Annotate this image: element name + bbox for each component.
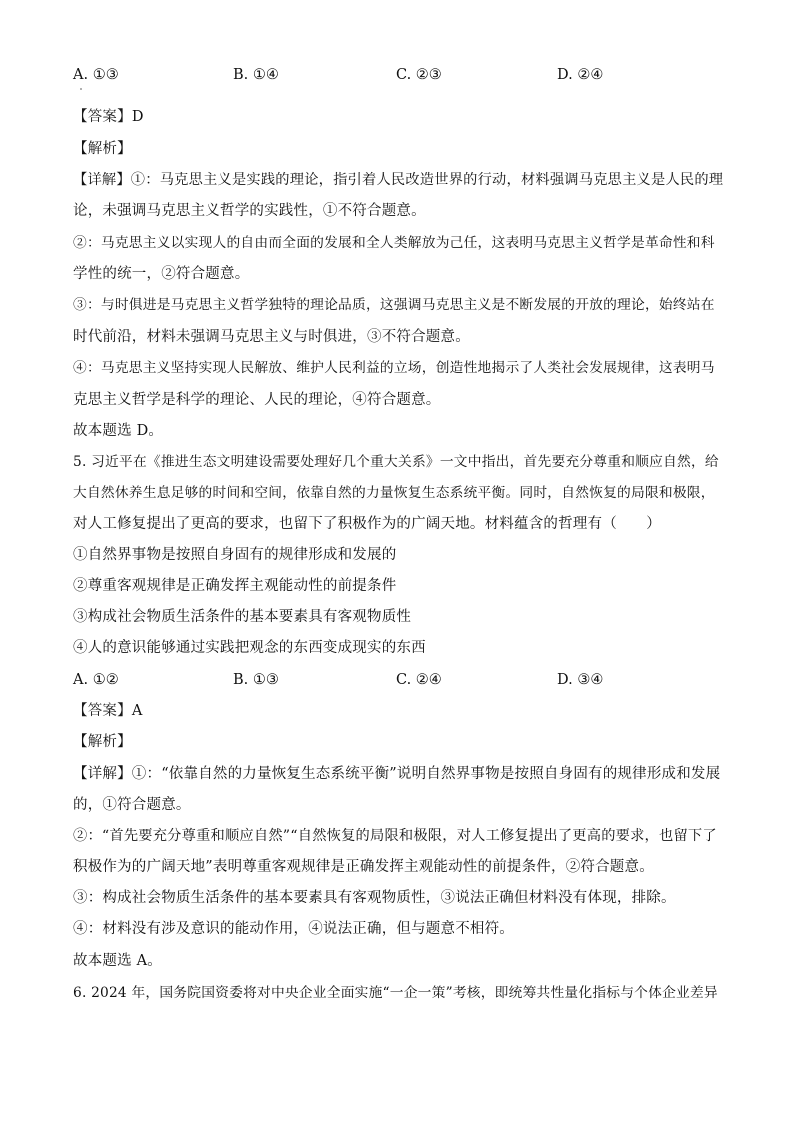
q5-stem-line: 对人工修复提出了更高的要求，也留下了积极作为的广阔天地。材料蕴含的哲理有（ ）	[73, 516, 661, 532]
q4-detail-line: ④：马克思主义坚持实现人民解放、维护人民利益的立场，创造性地揭示了人类社会发展规律，这表明马	[73, 360, 715, 376]
q4-detail-line: 论，未强调马克思主义哲学的实践性，①不符合题意。	[73, 203, 426, 219]
q5-statement-3: ③构成社会物质生活条件的基本要素具有客观物质性	[73, 609, 412, 625]
stray-dot	[80, 88, 82, 90]
q4-detail-line: ③：与时俱进是马克思主义哲学独特的理论品质，这强调马克思主义是不断发展的开放的理论，始终站在	[73, 297, 715, 313]
q5-detail-line: 积极作为的广阔天地”表明尊重客观规律是正确发挥主观能动性的前提条件，②符合题意。	[73, 859, 654, 875]
q4-options	[73, 65, 723, 85]
q5-option-a: A. ①②	[73, 672, 119, 688]
q4-analysis-label: 【解析】	[73, 141, 132, 157]
q5-answer	[73, 701, 723, 721]
q5-stem-line: 5. 习近平在《推进生态文明建设需要处理好几个重大关系》一文中指出，首先要充分尊重和顺应自然，给	[73, 454, 719, 470]
q4-detail-line: ②：马克思主义以实现人的自由而全面的发展和全人类解放为己任，这表明马克思主义哲学是革命性和科	[73, 235, 715, 251]
q6-stem-line: 6. 2024 年，国务院国资委将对中央企业全面实施“一企一策”考核，即统筹共性量化指标与个体企业差异	[73, 985, 718, 1001]
q5-stem-line: 大自然休养生息足够的时间和空间，依靠自然的力量恢复生态系统平衡。同时，自然恢复的局限和极限，	[73, 485, 715, 501]
q5-option-d: D. ③④	[557, 672, 604, 688]
q5-options	[73, 670, 723, 690]
q4-option-d: D. ②④	[557, 67, 604, 83]
q4-option-c: C. ②③	[396, 67, 442, 83]
q4-answer-label: 【答案】	[73, 109, 132, 125]
q4-conclusion: 故本题选 D。	[73, 423, 164, 439]
q4-answer-value: D	[131, 109, 144, 125]
q5-analysis-label: 【解析】	[73, 734, 132, 750]
q5-detail-line: 【详解】①：“依靠自然的力量恢复生态系统平衡”说明自然界事物是按照自身固有的规律形成和发展	[73, 766, 721, 782]
q5-statement-1: ①自然界事物是按照自身固有的规律形成和发展的	[73, 547, 397, 563]
q4-option-b: B. ①④	[233, 67, 279, 83]
q5-detail-line: 的，①符合题意。	[73, 797, 191, 813]
q4-option-a: A. ①③	[73, 67, 119, 83]
q5-conclusion: 故本题选 A。	[73, 953, 162, 969]
q5-statement-2: ②尊重客观规律是正确发挥主观能动性的前提条件	[73, 578, 397, 594]
q5-answer-value: A	[131, 703, 143, 719]
q4-detail-line: 时代前沿，材料未强调马克思主义与时俱进，③不符合题意。	[73, 329, 470, 345]
q4-detail-line: 克思主义哲学是科学的理论、人民的理论，④符合题意。	[73, 392, 441, 408]
q5-detail-line: ④：材料没有涉及意识的能动作用，④说法正确，但与题意不相符。	[73, 921, 514, 937]
q4-detail-line: 【详解】①：马克思主义是实践的理论，指引着人民改造世界的行动，材料强调马克思主义是人民的理	[73, 172, 724, 188]
q5-detail-line: ③：构成社会物质生活条件的基本要素具有客观物质性，③说法正确但材料没有体现，排除。	[73, 890, 676, 906]
q5-statement-4: ④人的意识能够通过实践把观念的东西变成现实的东西	[73, 640, 426, 656]
q4-answer	[73, 107, 723, 127]
q5-option-b: B. ①③	[233, 672, 279, 688]
q5-detail-line: ②：“首先要充分尊重和顺应自然”“自然恢复的局限和极限，对人工修复提出了更高的要求，也留下了	[73, 828, 717, 844]
q5-answer-label: 【答案】	[73, 703, 132, 719]
q4-detail-line: 学性的统一，②符合题意。	[73, 266, 250, 282]
q5-option-c: C. ②④	[396, 672, 442, 688]
